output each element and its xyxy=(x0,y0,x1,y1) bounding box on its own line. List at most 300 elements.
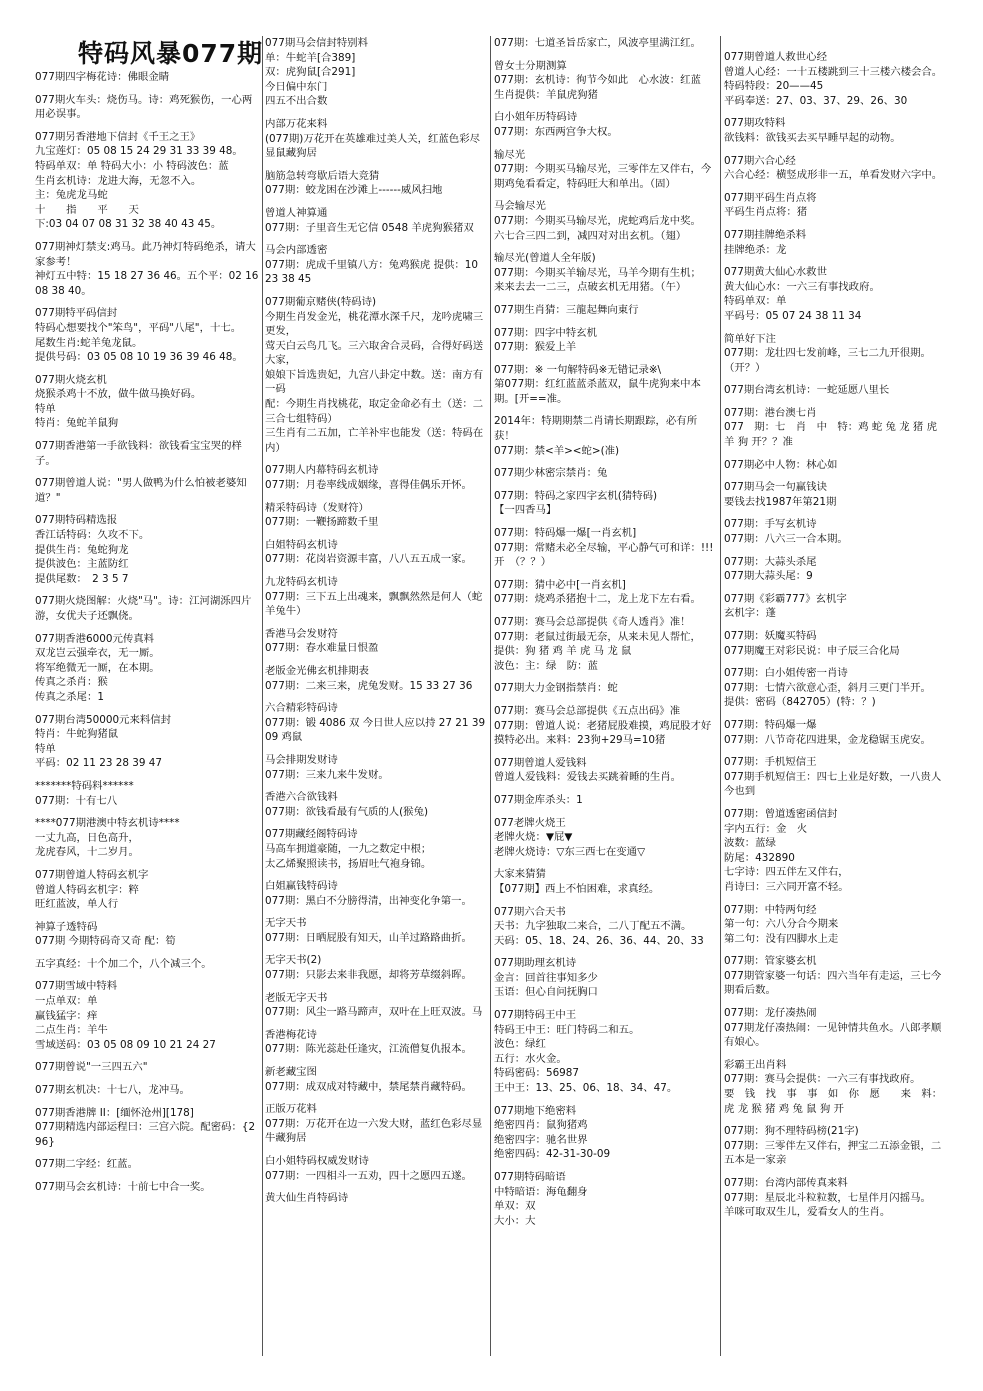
section-line: 077期：龙壮四七发前峰，三七二九开很期。（开？） xyxy=(724,347,931,374)
section-line: 077期：月卷率线成姻缘，喜得佳偶乐开怀。 xyxy=(265,479,472,492)
section-line: 提供波色：主蓝防红 xyxy=(35,558,129,571)
text-section xyxy=(494,816,716,860)
text-section xyxy=(35,1180,260,1195)
text-section xyxy=(724,592,948,621)
text-section xyxy=(724,718,948,747)
section-heading: 077期：※ 一句解特码※无错记录※\ xyxy=(494,363,662,376)
section-heading: 077期：赛马会总部提供《奇人透肖》准！ xyxy=(494,616,691,628)
section-line: 平码：02 11 23 28 39 47 xyxy=(35,757,163,770)
text-section xyxy=(494,251,716,295)
text-section xyxy=(724,332,948,376)
section-line: 077期：十有七八 xyxy=(35,794,118,807)
section-heading: 白小姐年历特码诗 xyxy=(494,111,578,124)
section-line: 077期：今期买马输尽光，三零伴左又伴右，今期鸡兔看看定，特码旺大和单出。（固） xyxy=(494,163,712,190)
section-heading: 简单好下注 xyxy=(724,332,776,345)
section-line: 077期：陈光蕊赴任逢灾，江流僧复仇报本。 xyxy=(265,1043,472,1056)
section-line: 077期精选内部运程曰：三宫六院。配密码：{296} xyxy=(35,1121,256,1148)
section-heading: 077期：特码之家四字玄机(猜特码) xyxy=(494,489,658,502)
text-section xyxy=(494,148,716,192)
section-heading: 白姐特码玄机诗 xyxy=(265,538,338,551)
section-line: 绝密四字：驰名世界 xyxy=(494,1133,588,1146)
text-section xyxy=(724,406,948,450)
text-section xyxy=(265,879,487,908)
section-line: 077期：虎成千里镇八方：兔鸡猴虎 提供：10 23 38 45 xyxy=(265,258,478,286)
page-title: 特码风暴077期 xyxy=(78,39,264,68)
section-line: 天书：九字独取二来合，二八丁配五不满。 xyxy=(494,920,692,933)
section-line: 大小：大 xyxy=(494,1214,536,1227)
section-heading: 077期挂牌绝杀料 xyxy=(724,228,807,241)
column-1 xyxy=(35,70,260,1203)
text-section xyxy=(35,868,260,912)
section-line: 特码密码：56987 xyxy=(494,1067,580,1080)
section-heading: 077期马会信封特别料 xyxy=(265,37,368,49)
text-section xyxy=(35,373,260,431)
text-section xyxy=(265,1102,487,1146)
section-line: 单：牛蛇羊[合389] xyxy=(265,51,356,64)
section-line: 来来去去一二三，点破玄机无用猪。（午） xyxy=(494,281,687,294)
section-line: 第077期：红红蓝蓝杀蓝双，鼠牛虎狗来中本期。[开==准。 xyxy=(494,378,701,405)
section-line: 077期：风尘一路马蹄声，双叶在上旺双波。马 xyxy=(265,1006,483,1019)
section-heading: 老版无字天书 xyxy=(265,991,328,1004)
section-heading: 077期：特码爆一爆 xyxy=(724,718,817,731)
text-section xyxy=(494,681,716,696)
section-line: 077期：成双成对特藏中，禁尾禁肖藏特码。 xyxy=(265,1080,472,1093)
section-line: 一丈九高，日色高升， xyxy=(35,831,139,844)
text-section xyxy=(265,627,487,656)
text-section xyxy=(265,169,487,198)
section-heading: 077期六合心经 xyxy=(724,154,796,167)
section-line: 龙虎春风，十二岁月。 xyxy=(35,846,139,859)
section-heading: 输尽光 xyxy=(494,148,526,161)
section-line: 曾道人心经：一十五楼跳到三十三楼六楼会合。 xyxy=(724,65,943,78)
text-section xyxy=(35,130,260,232)
section-line: 单双：双 xyxy=(494,1200,536,1213)
section-heading: 077期生肖猜：三龍起舞向東行 xyxy=(494,303,639,316)
section-line: 尾数生肖:蛇羊兔龙鼠。 xyxy=(35,336,143,349)
text-section xyxy=(35,93,260,122)
section-heading: 白姐赢钱特码诗 xyxy=(265,880,338,893)
section-heading: 老版金光佛玄机排期表 xyxy=(265,664,369,677)
text-section xyxy=(265,753,487,782)
section-line: 生肖玄机诗：龙进大海，无忽不入。 xyxy=(35,174,202,187)
section-line: 特码单双：单 xyxy=(724,295,787,308)
text-section xyxy=(35,476,260,505)
section-line: 老牌火烧：▼屁▼ xyxy=(494,831,573,844)
section-line: 肖诗曰：三六同开富不轻。 xyxy=(724,880,849,893)
section-heading: 077期地下绝密料 xyxy=(494,1104,577,1117)
text-section xyxy=(35,306,260,364)
section-heading: 077期黄大仙心水救世 xyxy=(724,266,827,279)
text-section xyxy=(494,1170,716,1228)
section-heading: 077期香港牌 II：[缅怀沧州][178] xyxy=(35,1106,194,1119)
section-line: 平码号：05 07 24 38 11 34 xyxy=(724,309,862,322)
text-section xyxy=(494,526,724,570)
text-section xyxy=(724,1006,948,1050)
text-section xyxy=(724,1124,948,1168)
section-heading: 内部万花来料 xyxy=(265,117,328,130)
section-line: 077期 今期特码奇又奇 配：筍 xyxy=(35,935,176,948)
column-divider xyxy=(262,36,263,1356)
text-section xyxy=(265,790,487,819)
section-heading: 神算子透特码 xyxy=(35,920,98,933)
section-heading: 077期：赛马会总部提供《五点出码》准 xyxy=(494,704,681,717)
section-line: 烧猴杀鸡十不放，做牛做马换好码。 xyxy=(35,388,202,401)
section-line: 波数：蓝绿 xyxy=(724,837,776,850)
section-heading: 077期神灯禁支:鸡马。此乃神灯特码绝杀，请大家参考！ xyxy=(35,240,256,268)
text-section xyxy=(724,1176,948,1220)
section-line: 绝密四码：42-31-30-09 xyxy=(494,1148,611,1161)
column-4 xyxy=(724,50,948,1228)
text-section xyxy=(265,501,487,530)
section-line: 077期：常赌未必全尽输，平心静气可和详：!!! 开 （？？） xyxy=(494,541,724,569)
section-line: 077期：三下五上出魂来，飘飘然然是何人（蛇羊兔牛） xyxy=(265,590,483,618)
text-section xyxy=(494,363,716,407)
section-heading: 077期：手写玄机诗 xyxy=(724,518,817,531)
text-section xyxy=(35,594,260,623)
section-line: 077 期：七 肖 中 特：鸡 蛇 兔 龙 猪 虎 羊 狗 开？？准 xyxy=(724,421,937,449)
column-2 xyxy=(265,36,487,1214)
section-heading: 彩霸王出肖料 xyxy=(724,1058,787,1071)
section-line: 挂牌绝杀：龙 xyxy=(724,243,787,256)
section-line: 077期：三来九来牛发财。 xyxy=(265,768,389,781)
section-line: 中特暗语：海龟翻身 xyxy=(494,1185,588,1198)
section-heading: 077期：港台澳七肖 xyxy=(724,406,817,419)
section-line: 077期：八六三一合本期。 xyxy=(724,533,848,546)
section-line: 提供号码：03 05 08 10 19 36 39 46 48。 xyxy=(35,351,243,364)
section-line: 077期：三零伴左又伴右，押宝二五添金银，二五本是一家亲 xyxy=(724,1139,942,1167)
section-heading: 077期马会一句赢钱诀 xyxy=(724,481,827,494)
section-line: 特码特段：20——45 xyxy=(724,80,824,93)
section-line: 077期：黑白不分膀得清，出神变化争第一。 xyxy=(265,894,472,907)
section-line: 要 钱 找 事 事 如 你 愿 来 料：虎 龙 猴 猪 鸡 兔 鼠 狗 开 xyxy=(724,1088,943,1115)
section-heading: 香港六合欲钱料 xyxy=(265,791,338,804)
section-line: 老牌火烧诗：▽东三西七在变通▽ xyxy=(494,845,646,858)
section-heading: 无字天书 xyxy=(265,917,307,930)
section-line: 077期：烧鸡杀猪抱十二，龙上龙下左右看。 xyxy=(494,593,701,606)
text-section xyxy=(265,953,487,982)
section-heading: 077期：大蒜头杀尾 xyxy=(724,555,817,568)
section-heading: 六合精彩特码诗 xyxy=(265,702,338,715)
text-section xyxy=(35,240,260,298)
section-line: 十 指 平 天 xyxy=(35,203,139,216)
section-heading: 马会输尽光 xyxy=(494,200,546,213)
text-section xyxy=(494,199,716,243)
section-heading: 077期：管家婆玄机 xyxy=(724,955,817,968)
section-line: 特码心想要找个"笨鸟"，平码"八尾"，十七。 xyxy=(35,321,242,334)
section-line: 077期：猴爱上羊 xyxy=(494,341,577,354)
section-heading: 077期曾说"一三四五六" xyxy=(35,1061,148,1074)
section-heading: 077期二字经：红蓝。 xyxy=(35,1158,138,1171)
section-line: 双：虎狗鼠[合291] xyxy=(265,66,356,79)
text-section xyxy=(494,756,716,785)
text-section xyxy=(494,578,716,607)
text-section xyxy=(35,1157,260,1172)
section-line: 黄大仙心水：一六三有事找政府。 xyxy=(724,280,880,293)
section-line: 特码王中王：旺门特码二和五。 xyxy=(494,1023,640,1036)
section-heading: 077老牌火烧王 xyxy=(494,816,566,829)
section-heading: 077期：特码爆一爆[一肖玄机] xyxy=(494,527,637,540)
section-heading: *******特码料****** xyxy=(35,779,134,792)
section-line: 077期：禁<羊><蛇>(准) xyxy=(494,444,620,457)
section-line: 四五不出合数 xyxy=(265,95,328,108)
text-section xyxy=(494,1104,716,1162)
section-line: 平码奉送：27、03、37、29、26、30 xyxy=(724,94,908,107)
section-heading: 2014年：特期期禁二肖请长期跟踪，必有所获！ xyxy=(494,415,698,443)
section-heading: 077期特平码信封 xyxy=(35,307,118,320)
section-heading: 香港马会发财符 xyxy=(265,627,338,640)
text-section xyxy=(35,439,260,468)
section-heading: 077期：妖魔买特码 xyxy=(724,630,817,642)
section-heading: 077期：手机短信王 xyxy=(724,756,817,769)
section-line: 平码生肖点将：猪 xyxy=(724,206,808,219)
text-section xyxy=(265,1028,487,1057)
section-heading: 077期台湾50000元来料信封 xyxy=(35,713,172,726)
section-line: 九宝莲灯：05 08 15 24 29 31 33 39 48。 xyxy=(35,145,243,158)
section-line: 【一四香马】 xyxy=(494,504,557,517)
section-heading: 077期曾道人救世心经 xyxy=(724,51,827,63)
text-section xyxy=(494,326,716,355)
section-line: 太乙烯聚照读书，扬眉吐气袍身锦。 xyxy=(265,857,432,870)
text-section xyxy=(724,629,948,658)
section-line: 传真之杀尾：1 xyxy=(35,690,104,703)
section-heading: 077期葡京赌侠(特码诗) xyxy=(265,295,377,308)
section-line: 配：今期生肖找桃花，取定金命必有土（送：二三合七组特码） xyxy=(265,398,484,425)
text-section xyxy=(494,489,716,518)
section-heading: 077期少林密宗禁肖：兔 xyxy=(494,467,608,480)
text-section xyxy=(494,793,716,808)
text-section xyxy=(724,116,948,145)
section-line: 特单 xyxy=(35,742,56,755)
text-section xyxy=(494,36,716,51)
text-section xyxy=(35,1083,260,1098)
text-section xyxy=(724,1058,948,1116)
text-section xyxy=(265,463,487,492)
text-section xyxy=(35,957,260,972)
section-heading: 077期平码生肖点将 xyxy=(724,191,817,204)
section-line: 077期：今期买羊输尽光，马羊今期有生机； xyxy=(494,266,701,279)
section-heading: 077期攻特料 xyxy=(724,117,786,130)
section-heading: 077期曾道人爱钱料 xyxy=(494,756,587,769)
section-line: 特单 xyxy=(35,402,56,415)
text-section xyxy=(494,414,716,458)
section-heading: 077期：四字中特玄机 xyxy=(494,326,597,339)
section-line: 马高车拥道豪随，一九之数定中根； xyxy=(265,842,432,855)
text-section xyxy=(494,905,716,949)
text-section xyxy=(724,755,948,799)
section-line: 077期：七情六欲意心歪，斜月三更门半开。 xyxy=(724,681,931,694)
section-heading: 077期特码暗语 xyxy=(494,1171,566,1183)
section-heading: 白小姐特码权威发财诗 xyxy=(265,1155,369,1167)
section-line: 077期：星辰北斗粒粒数，七星伴月闪摇马。 xyxy=(724,1191,931,1204)
section-heading: 大家来猜猜 xyxy=(494,868,546,881)
text-section xyxy=(724,555,948,584)
text-section xyxy=(265,36,487,109)
section-line: 将军绝微无一厮，在本期。 xyxy=(35,661,160,674)
section-heading: 077期：白小姐传密一肖诗 xyxy=(724,667,848,680)
text-section xyxy=(724,458,948,473)
section-line: 提供尾数： 2 3 5 7 xyxy=(35,572,129,585)
text-section xyxy=(35,920,260,949)
section-heading: 077期特码精选报 xyxy=(35,514,118,527)
text-section xyxy=(265,1191,487,1206)
section-line: 赢钱猛字：痒 xyxy=(35,1009,98,1022)
section-line: 六合心经：横竖成形非一五，单看发财六字中。 xyxy=(724,169,943,182)
text-section xyxy=(724,228,948,257)
section-heading: 无字天书(2) xyxy=(265,954,322,967)
section-line: 欲钱料：欲钱买去买早睡早起的动物。 xyxy=(724,131,901,144)
section-heading: 五字真经：十个加二个，八个减三个。 xyxy=(35,957,212,970)
section-heading: 077期金库杀头：1 xyxy=(494,793,583,806)
text-section xyxy=(265,991,487,1020)
section-heading: 077期火烧图解：火烧"马"。诗：江河湖泺四片游，女优夫子还飘侥。 xyxy=(35,595,252,622)
section-line: 077期：赛马会提供：一六三有事找政府。 xyxy=(724,1073,921,1086)
text-section xyxy=(724,191,948,220)
section-line: 提供：密码（842705）(特：？) xyxy=(724,696,876,709)
text-section xyxy=(35,632,260,705)
section-line: 077期管家婆一句话：四六当年有走运，三七今期看后数。 xyxy=(724,969,942,997)
section-line: 玄机字：蓬 xyxy=(724,607,776,620)
section-line: 077期：一四相斗一五劝，四十之愿四五遂。 xyxy=(265,1169,472,1182)
text-section xyxy=(724,480,948,509)
section-line: 077期龙仔凑热闹：一见钟情共鱼水。八郎孝顺有娘心。 xyxy=(724,1021,942,1049)
text-section xyxy=(265,117,487,161)
text-section xyxy=(724,807,948,895)
section-line: 特肖：兔蛇羊鼠狗 xyxy=(35,417,119,430)
section-line: 传真之杀肖：猴 xyxy=(35,676,108,689)
section-heading: 九龙特码玄机诗 xyxy=(265,576,338,588)
section-heading: ****077期港澳中特玄机诗**** xyxy=(35,817,180,830)
section-line: 七字诗：四五伴左又伴右， xyxy=(724,866,849,879)
text-section xyxy=(35,1106,260,1150)
section-line: 六七合三四二到，减四对对出玄机。（翅） xyxy=(494,229,687,242)
section-line: 羊咪可取双生儿，爱看女人的生肖。 xyxy=(724,1206,891,1219)
section-heading: 077期：猜中必中[一肖玄机] xyxy=(494,578,626,591)
text-section xyxy=(494,956,716,1000)
section-line: 防尾：432890 xyxy=(724,851,795,864)
text-section xyxy=(265,295,487,456)
text-section xyxy=(724,265,948,323)
section-heading: 077期火车头：烧伤马。诗：鸡死猴伤，一心两用必误事。 xyxy=(35,93,253,121)
section-line: 下:03 04 07 08 31 32 38 40 43 45。 xyxy=(35,218,222,231)
column-divider xyxy=(490,36,491,1356)
text-section xyxy=(35,1060,260,1075)
section-line: 077期：曾道人说：老猪屁股难摸，鸡屁股才好摸特必出。来料：23狗+29马=10猪 xyxy=(494,719,712,747)
section-line: 旺红蓝波，单人行 xyxy=(35,898,119,911)
section-line: 莺天白云鸟几飞。三六取舍合灵码，合得好码送大家， xyxy=(265,339,484,367)
section-line: 077期：蛟龙困在沙滩上------威风扫地 xyxy=(265,184,443,197)
text-section xyxy=(265,701,487,745)
section-line: 077期：只影去来非我愿，却将芳草缀斜晖。 xyxy=(265,969,472,982)
section-line: 曾道人特码玄机字：粹 xyxy=(35,883,139,896)
section-heading: 077期另香港地下信封《千王之王》 xyxy=(35,130,201,143)
section-heading: 077期助理玄机诗 xyxy=(494,957,577,970)
text-section xyxy=(724,154,948,183)
text-section xyxy=(265,1154,487,1183)
text-section xyxy=(494,615,716,673)
section-heading: 077期：龙仔凑热闹 xyxy=(724,1007,817,1020)
section-line: 077期：二来三来，虎兔发财。15 33 27 36 xyxy=(265,679,473,692)
section-line: 金言：回首往事知多少 xyxy=(494,971,598,984)
section-heading: 077期特码王中王 xyxy=(494,1009,577,1022)
section-heading: 077期《彩霸777》玄机字 xyxy=(724,592,847,605)
section-line: 香江话特码：久攻不下。 xyxy=(35,529,150,542)
section-heading: 077期：中特两句经 xyxy=(724,903,817,916)
section-line: 077期：日晒屁股有知天，山羊过路路曲折。 xyxy=(265,931,472,944)
section-line: (077期)万花开在英雄难过美人关，红蓝色彩尽显鼠藏狗居 xyxy=(265,132,480,160)
section-heading: 077期台湾玄机诗：一蛇延愿八里长 xyxy=(724,384,890,397)
section-heading: 黄大仙生肖特码诗 xyxy=(265,1192,349,1205)
section-heading: 077期：狗不理特码榜(21字) xyxy=(724,1125,859,1138)
section-heading: 077期香港第一手欲钱料：欲钱看宝宝哭的样子。 xyxy=(35,440,242,467)
section-line: 077期：花岗岩资源丰富，八八五五成一家。 xyxy=(265,553,472,566)
section-heading: 077期曾道人特码玄机字 xyxy=(35,868,149,881)
text-section xyxy=(494,867,716,896)
section-heading: 077期：台湾内部传真来料 xyxy=(724,1177,848,1189)
section-heading: 077期雪域中特料 xyxy=(35,980,118,993)
text-section xyxy=(494,704,716,748)
section-heading: 马会排期发财诗 xyxy=(265,753,338,766)
section-heading: 077期藏经阁特码诗 xyxy=(265,828,358,841)
section-line: 王中王：13、25、06、18、34、47。 xyxy=(494,1082,678,1095)
column-3 xyxy=(494,36,724,1236)
section-line: 要钱去找1987年第21期 xyxy=(724,495,837,508)
section-heading: 077期马会玄机诗：十前七中合一奖。 xyxy=(35,1181,211,1193)
text-section xyxy=(724,666,948,710)
section-heading: 马会内部透密 xyxy=(265,244,328,257)
section-heading: 077期玄机决：十七八，龙冲马。 xyxy=(35,1084,190,1097)
text-section xyxy=(265,575,487,619)
section-line: 曾道人爱钱料：爱钱去买跳着睡的生肖。 xyxy=(494,771,682,784)
section-heading: 077期：曾道透密函信封 xyxy=(724,807,838,820)
section-line: 雪域送码：03 05 08 09 10 21 24 27 xyxy=(35,1038,216,1051)
section-line: 波色：绿红 xyxy=(494,1038,546,1051)
text-section xyxy=(35,979,260,1052)
section-heading: 077期四字梅花诗：佛眼金睛 xyxy=(35,71,170,83)
section-line: 【077期】西上不怕困难，求真经。 xyxy=(494,882,660,895)
text-section xyxy=(724,954,948,998)
section-line: 077期魔王对彩民说：申子辰三合化局 xyxy=(724,644,900,657)
text-section xyxy=(265,538,487,567)
section-line: 077期：欲钱看最有气质的人(猴兔) xyxy=(265,805,429,818)
section-line: 今期生肖发金光，桃花潭水深千尺，龙吟虎啸三更发， xyxy=(265,310,484,338)
section-line: 波色：主：绿 防：蓝 xyxy=(494,659,598,672)
section-line: 第二句：没有四脚水上走 xyxy=(724,932,839,945)
section-line: 077期：一鞭扬蹄数千里 xyxy=(265,516,379,529)
section-line: 今日偏中东门 xyxy=(265,80,328,93)
section-line: 五行：水火金。 xyxy=(494,1052,567,1065)
text-section xyxy=(265,916,487,945)
section-line: 特码单双：单 特码大小：小 特码波色：蓝 xyxy=(35,159,229,172)
section-line: 娘娘下旨选贵妃，九宫八卦定中数。送：南方有一码 xyxy=(265,368,484,396)
section-heading: 脑筋急转弯歇后语大竞猜 xyxy=(265,169,380,182)
section-heading: 077期曾道人说："男人做鸭为什么怕被老婆知道？" xyxy=(35,477,247,504)
text-section xyxy=(35,70,260,85)
section-heading: 077期人内幕特码玄机诗 xyxy=(265,464,379,477)
text-section xyxy=(494,110,716,139)
text-section xyxy=(265,243,487,287)
section-line: 077期：春水难量日恨盈 xyxy=(265,642,379,655)
text-section xyxy=(35,779,260,808)
section-heading: 077期：七道圣旨岳家亡，风波亭里满江红。 xyxy=(494,37,701,49)
section-line: 特肖：牛蛇狗猪鼠 xyxy=(35,728,119,741)
section-line: 077期：东西两宫争大权。 xyxy=(494,125,618,138)
section-line: 神灯五中特：15 18 27 36 46。五个平：02 16 08 38 40。 xyxy=(35,270,259,297)
section-line: 077期：老鼠过街最无奈，从来未见人帮忙， xyxy=(494,630,701,643)
section-line: 三生肖有二五加，亡羊补牢也能发（送：特码在内） xyxy=(265,427,484,454)
section-line: 077期手机短信王：四七上业是好数，一八贵人今也到 xyxy=(724,770,942,798)
section-line: 二点生肖：羊牛 xyxy=(35,1024,108,1037)
section-heading: 香港梅花诗 xyxy=(265,1028,317,1041)
